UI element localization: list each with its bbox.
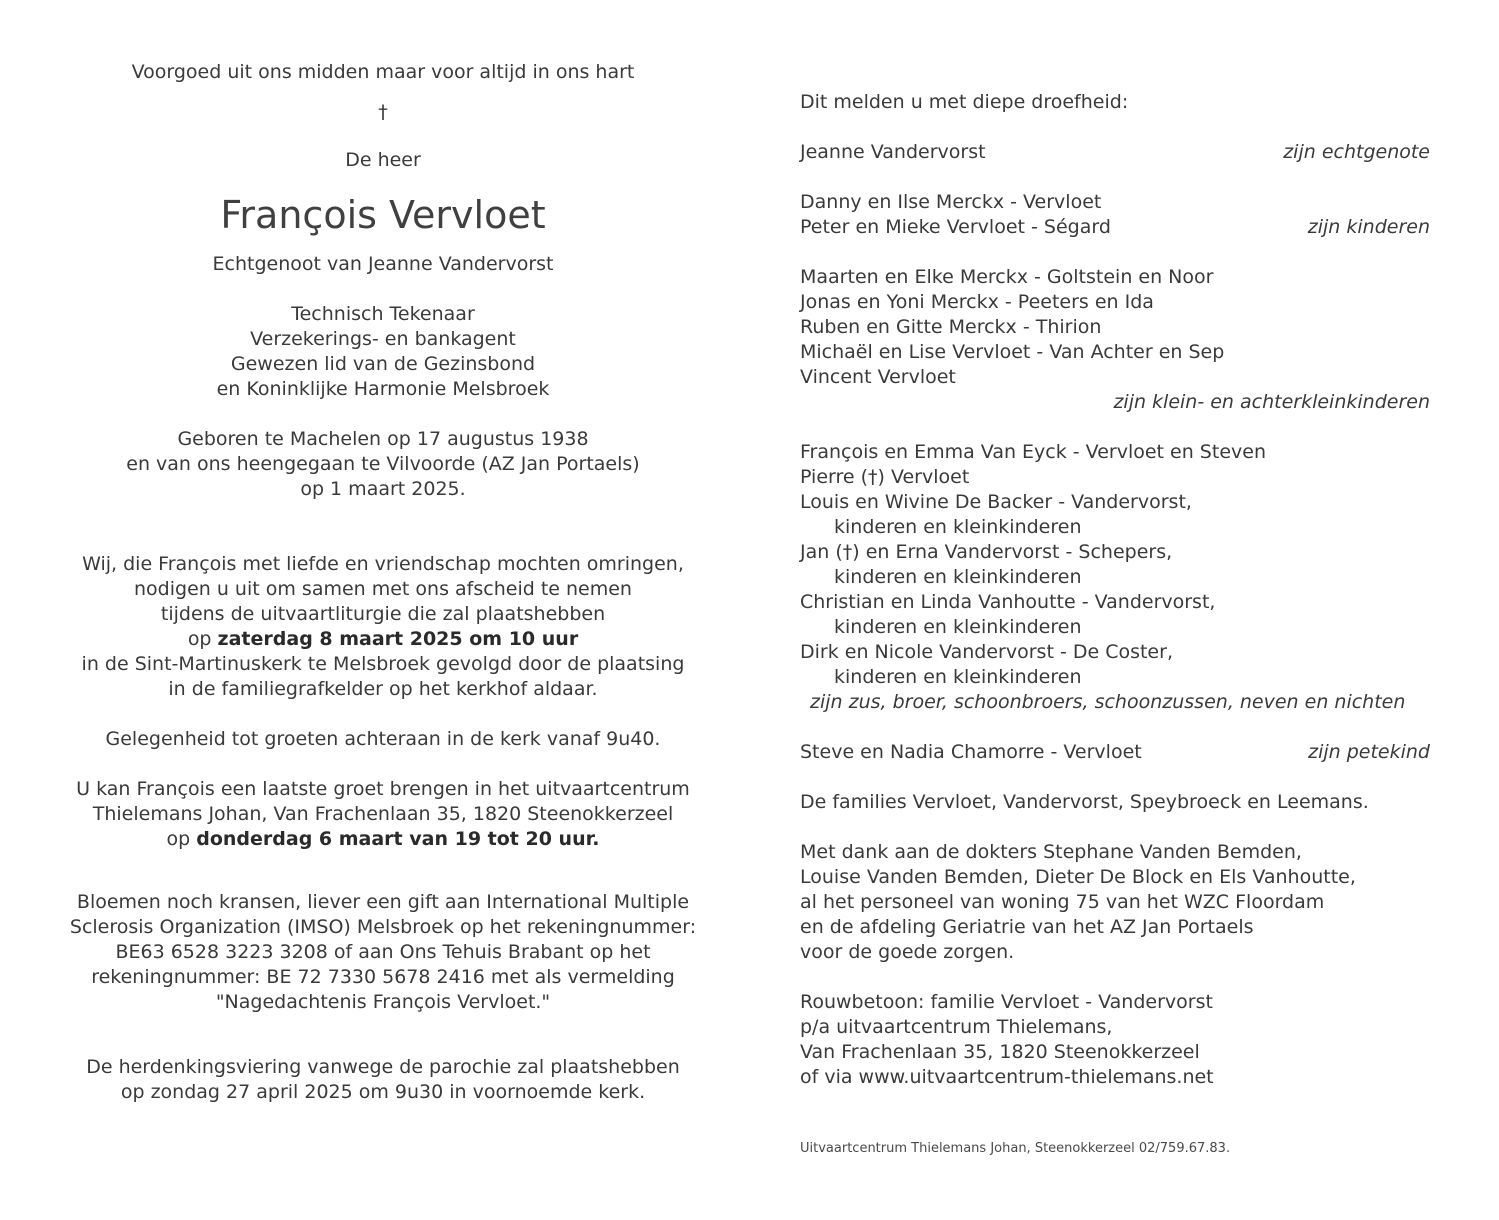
sibling-line: kinderen en kleinkinderen bbox=[834, 566, 1082, 588]
grandchild-line: Maarten en Elke Merckx - Goltstein en Noor bbox=[800, 266, 1214, 288]
deceased-name: François Vervloet bbox=[220, 193, 546, 237]
sibling-line: Christian en Linda Vanhoutte - Vandervorst, bbox=[800, 591, 1216, 613]
funeral-date-line bbox=[40, 627, 726, 652]
invitation-block bbox=[40, 552, 726, 702]
flowers-line: "Nagedachtenis François Vervloet." bbox=[215, 991, 551, 1013]
invitation-line: tijdens de uitvaartliturgie die zal plaatshebben bbox=[160, 603, 606, 625]
sibling-line: Louis en Wivine De Backer - Vandervorst, bbox=[800, 491, 1192, 513]
memorial-line: De herdenkingsviering vanwege de parochie zal plaatshebben bbox=[86, 1056, 680, 1078]
grandchildren-block bbox=[800, 265, 1430, 415]
thanks-line: en de afdeling Geriatrie van het AZ Jan Portaels bbox=[800, 916, 1254, 938]
visit-date-prefix: op bbox=[166, 828, 197, 850]
funeral-date: zaterdag 8 maart 2025 om 10 uur bbox=[217, 628, 579, 650]
flowers-line: Sclerosis Organization (IMSO) Melsbroek op het rekeningnummer: bbox=[69, 916, 697, 938]
condolence-block bbox=[800, 990, 1430, 1090]
visit-date: donderdag 6 maart van 19 tot 20 uur. bbox=[196, 828, 600, 850]
thanks-line: Louise Vanden Bemden, Dieter De Block en Els Vanhoutte, bbox=[800, 866, 1356, 888]
sibling-line: kinderen en kleinkinderen bbox=[834, 616, 1082, 638]
salutation: De heer bbox=[345, 149, 421, 171]
siblings-block bbox=[800, 440, 1430, 715]
sibling-line: kinderen en kleinkinderen bbox=[834, 516, 1082, 538]
condolence-line: p/a uitvaartcentrum Thielemans, bbox=[800, 1016, 1113, 1038]
invitation-line: nodigen u uit om samen met ons afscheid te nemen bbox=[134, 578, 632, 600]
grandchildren-relation: zijn klein- en achterkleinkinderen bbox=[1113, 391, 1430, 413]
sibling-line: kinderen en kleinkinderen bbox=[834, 666, 1082, 688]
flowers-block bbox=[40, 890, 726, 1015]
sibling-line: Jan (†) en Erna Vandervorst - Schepers, bbox=[800, 541, 1173, 563]
motto: Voorgoed uit ons midden maar voor altijd in ons hart bbox=[131, 61, 635, 83]
condolence-line: Van Frachenlaan 35, 1820 Steenokkerzeel bbox=[800, 1041, 1200, 1063]
spouse-line: Echtgenoot van Jeanne Vandervorst bbox=[212, 253, 554, 275]
grandchild-line: Michaël en Lise Vervloet - Van Achter en Sep bbox=[800, 341, 1225, 363]
child-line: Danny en Ilse Merckx - Vervloet bbox=[800, 191, 1102, 213]
condolence-line: Rouwbetoon: familie Vervloet - Vandervorst bbox=[800, 991, 1213, 1013]
condolence-line: of via www.uitvaartcentrum-thielemans.net bbox=[800, 1066, 1214, 1088]
left-column bbox=[40, 60, 726, 1105]
role-line: Verzekerings- en bankagent bbox=[250, 328, 516, 350]
cross-icon: † bbox=[378, 101, 388, 123]
role-line: Technisch Tekenaar bbox=[291, 303, 475, 325]
spouse-row bbox=[800, 140, 1430, 165]
thanks-line: Met dank aan de dokters Stephane Vanden Bemden, bbox=[800, 841, 1302, 863]
flowers-line: BE63 6528 3223 3208 of aan Ons Tehuis Brabant op het bbox=[115, 941, 651, 963]
invitation-line: in de familiegrafkelder op het kerkhof aldaar. bbox=[168, 678, 598, 700]
grandchild-line: Vincent Vervloet bbox=[800, 366, 956, 388]
children-relation: zijn kinderen bbox=[1307, 216, 1430, 238]
thanks-line: al het personeel van woning 75 van het WZC Floordam bbox=[800, 891, 1325, 913]
grandchild-line: Jonas en Yoni Merckx - Peeters en Ida bbox=[800, 291, 1154, 313]
children-block bbox=[800, 190, 1430, 240]
right-column bbox=[800, 90, 1430, 1090]
invitation-line: in de Sint-Martinuskerk te Melsbroek gevolgd door de plaatsing bbox=[81, 653, 685, 675]
siblings-relation: zijn zus, broer, schoonbroers, schoonzussen, neven en nichten bbox=[810, 691, 1406, 713]
roles-block bbox=[40, 302, 726, 402]
birth-block bbox=[40, 427, 726, 502]
sibling-line: François en Emma Van Eyck - Vervloet en Steven bbox=[800, 441, 1266, 463]
families-line: De families Vervloet, Vandervorst, Speybroeck en Leemans. bbox=[800, 791, 1369, 813]
thanks-line: voor de goede zorgen. bbox=[800, 941, 1015, 963]
godchild-row bbox=[800, 740, 1430, 765]
visit-block bbox=[40, 777, 726, 852]
spouse-relation: zijn echtgenote bbox=[1283, 141, 1430, 163]
memorial-block bbox=[40, 1055, 726, 1105]
role-line: Gewezen lid van de Gezinsbond bbox=[230, 353, 536, 375]
children-row bbox=[800, 215, 1430, 240]
flowers-line: Bloemen noch kransen, liever een gift aan International Multiple bbox=[76, 891, 690, 913]
thanks-block bbox=[800, 840, 1430, 965]
godchild-name: Steve en Nadia Chamorre - Vervloet bbox=[800, 741, 1142, 763]
child-line: Peter en Mieke Vervloet - Ségard bbox=[800, 216, 1111, 238]
grandchild-line: Ruben en Gitte Merckx - Thirion bbox=[800, 316, 1102, 338]
intro-line: Dit melden u met diepe droefheid: bbox=[800, 91, 1129, 113]
birth-line: Geboren te Machelen op 17 augustus 1938 bbox=[177, 428, 589, 450]
birth-line: op 1 maart 2025. bbox=[300, 478, 466, 500]
sibling-line: Pierre (†) Vervloet bbox=[800, 466, 970, 488]
godchild-relation: zijn petekind bbox=[1308, 741, 1430, 763]
footer-text: Uitvaartcentrum Thielemans Johan, Steenokkerzeel 02/759.67.83. bbox=[800, 1141, 1231, 1156]
greeting-line: Gelegenheid tot groeten achteraan in de kerk vanaf 9u40. bbox=[105, 728, 661, 750]
visit-line: U kan François een laatste groet brengen in het uitvaartcentrum bbox=[76, 778, 690, 800]
visit-line: Thielemans Johan, Van Frachenlaan 35, 1820 Steenokkerzeel bbox=[92, 803, 674, 825]
sibling-line: Dirk en Nicole Vandervorst - De Coster, bbox=[800, 641, 1173, 663]
spouse-name: Jeanne Vandervorst bbox=[800, 141, 986, 163]
funeral-date-prefix: op bbox=[187, 628, 218, 650]
role-line: en Koninklijke Harmonie Melsbroek bbox=[216, 378, 550, 400]
birth-line: en van ons heengegaan te Vilvoorde (AZ Jan Portaels) bbox=[126, 453, 640, 475]
visit-date-line bbox=[40, 827, 726, 852]
invitation-line: Wij, die François met liefde en vriendschap mochten omringen, bbox=[82, 553, 684, 575]
flowers-line: rekeningnummer: BE 72 7330 5678 2416 met als vermelding bbox=[91, 966, 675, 988]
memorial-line: op zondag 27 april 2025 om 9u30 in voornoemde kerk. bbox=[120, 1081, 646, 1103]
